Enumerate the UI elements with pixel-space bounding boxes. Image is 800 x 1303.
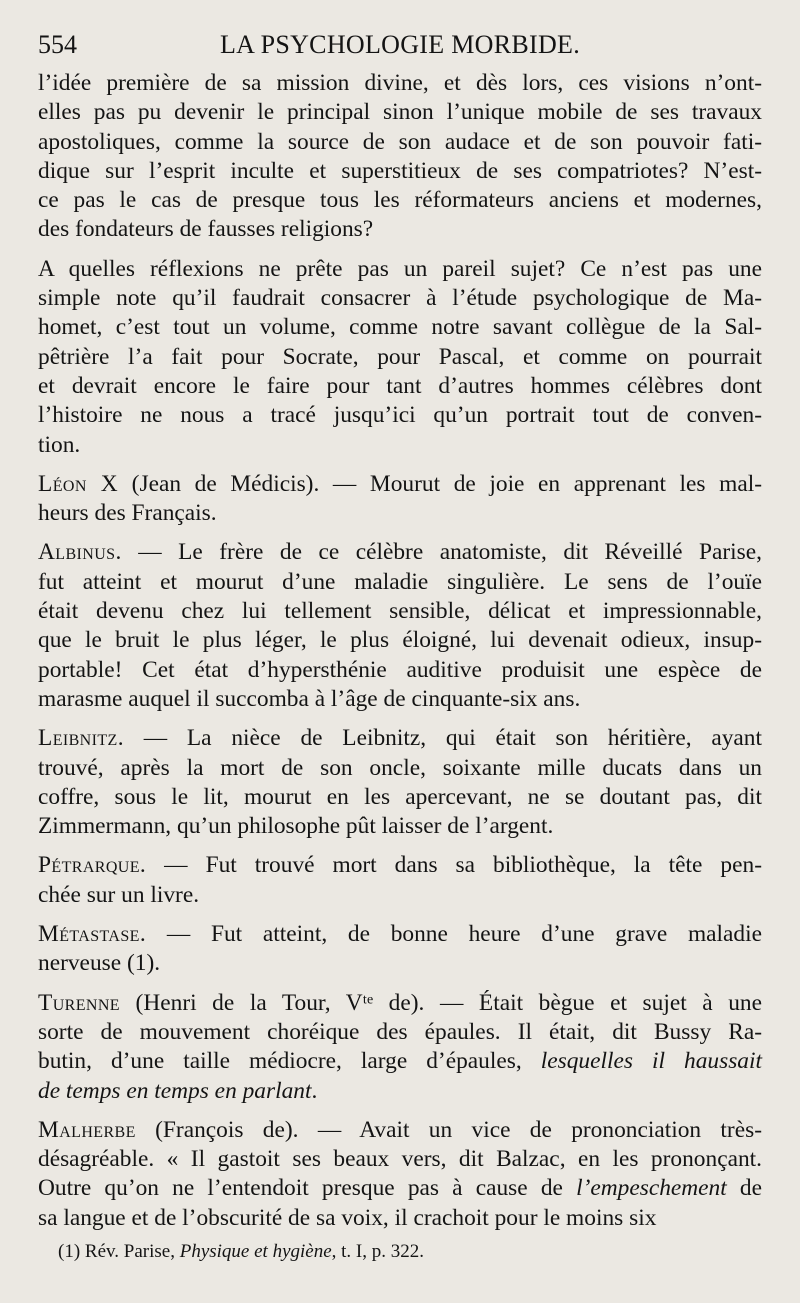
text-line bbox=[38, 881, 762, 910]
paragraph bbox=[38, 470, 762, 529]
text-line bbox=[38, 1047, 762, 1076]
text-line bbox=[38, 754, 762, 783]
entry-name: Turenne bbox=[38, 989, 120, 1016]
paragraph bbox=[38, 920, 762, 979]
text-run: homet, c’est tout un volume, comme notre savant collègue de la Sal- bbox=[38, 314, 762, 341]
text-run: chée sur un livre. bbox=[38, 881, 200, 908]
paragraph-gap bbox=[38, 714, 762, 724]
footnote bbox=[58, 1240, 738, 1264]
text-line bbox=[38, 1174, 762, 1203]
text-line bbox=[38, 1204, 762, 1233]
italic-text: lesquelles il haussait bbox=[540, 1048, 762, 1075]
text-run: — Le frère de ce célèbre anatomiste, dit Réveillé Parise, bbox=[121, 539, 762, 566]
text-run: apostoliques, comme la source de son audace et de son pouvoir fati- bbox=[38, 128, 762, 155]
text-run: (Jean de Médicis). — Mourut de joie en apprenant les mal- bbox=[118, 470, 762, 497]
text-run: était devenu chez lui tellement sensible, délicat et impressionnable, bbox=[38, 598, 762, 625]
text-line bbox=[38, 538, 762, 567]
text-line bbox=[38, 1116, 762, 1145]
text-line bbox=[38, 215, 762, 244]
text-run: Outre qu’on ne l’entendoit presque pas à cause de bbox=[38, 1175, 577, 1202]
text-line bbox=[38, 656, 762, 685]
text-run: (Henri de la Tour, Vᵗᵉ de). — Était bègue et sujet à une bbox=[119, 989, 762, 1016]
text-run: fut atteint et mourut d’une maladie singulière. Le sens de l’ouïe bbox=[38, 568, 762, 595]
text-line bbox=[38, 851, 762, 880]
text-line bbox=[38, 568, 762, 597]
text-run: dique sur l’esprit inculte et superstitieux de ses compatriotes? N’est- bbox=[38, 157, 762, 184]
italic-text: Physique et hygiène bbox=[179, 1241, 332, 1262]
text-line bbox=[38, 812, 762, 841]
text-line bbox=[38, 313, 762, 342]
text-run: nerveuse (1). bbox=[38, 950, 161, 977]
text-line bbox=[38, 98, 762, 127]
text-line bbox=[38, 343, 762, 372]
text-line bbox=[38, 255, 762, 284]
text-run: désagréable. « Il gastoit ses beaux vers, dit Balzac, en les prononçant. bbox=[38, 1146, 762, 1173]
paragraph bbox=[38, 1116, 762, 1233]
page-header bbox=[38, 28, 762, 62]
text-run: de bbox=[726, 1175, 762, 1202]
text-line bbox=[38, 401, 762, 430]
text-line bbox=[38, 783, 762, 812]
text-line bbox=[38, 1145, 762, 1174]
text-run: l’idée première de sa mission divine, et dès lors, ces visions n’ont- bbox=[38, 70, 762, 96]
text-run: sorte de mouvement choréique des épaules. Il était, dit Bussy Ra- bbox=[38, 1018, 762, 1045]
text-run: — La nièce de Leibnitz, qui était son héritière, ayant bbox=[123, 725, 762, 752]
paragraph bbox=[38, 69, 762, 245]
text-run: elles pas pu devenir le principal sinon l’unique mobile de ses travaux bbox=[38, 99, 762, 126]
text-run: Zimmermann, qu’un philosophe pût laisser de l’argent. bbox=[38, 813, 554, 840]
paragraph-gap bbox=[38, 460, 762, 470]
paragraph bbox=[38, 538, 762, 714]
text-run: pêtrière l’a fait pour Socrate, pour Pascal, et comme on pourrait bbox=[38, 343, 762, 370]
text-run: marasme auquel il succomba à l’âge de cinquante-six ans. bbox=[38, 685, 581, 712]
text-line bbox=[38, 186, 762, 215]
paragraph-gap bbox=[38, 245, 762, 255]
text-run: heurs des Français. bbox=[38, 500, 217, 527]
text-run: , t. I, p. 322. bbox=[331, 1241, 425, 1262]
text-line bbox=[38, 989, 762, 1018]
text-line bbox=[38, 597, 762, 626]
text-run: des fondateurs de fausses religions? bbox=[38, 216, 374, 243]
paragraph-gap bbox=[38, 1106, 762, 1116]
text-run: coffre, sous le lit, mourut en les apercevant, ne se doutant pas, dit bbox=[38, 783, 762, 810]
text-run: trouvé, après la mort de son oncle, soixante mille ducats dans un bbox=[38, 754, 762, 781]
paragraph-gap bbox=[38, 841, 762, 851]
entry-name: Pétrarque. bbox=[38, 852, 147, 879]
entry-name: Malherbe bbox=[38, 1116, 136, 1143]
text-line bbox=[38, 284, 762, 313]
text-line bbox=[38, 69, 762, 98]
text-run: butin, d’une taille médiocre, large d’épaules, bbox=[38, 1048, 541, 1075]
entry-name: Albinus. bbox=[38, 539, 122, 566]
running-title: LA PSYCHOLOGIE MORBIDE. bbox=[219, 30, 581, 59]
paragraph-gap bbox=[38, 528, 762, 538]
text-line bbox=[38, 685, 762, 714]
text-line bbox=[38, 1077, 762, 1106]
text-run: (1) Rév. Parise, bbox=[58, 1241, 180, 1262]
text-run: tion. bbox=[38, 431, 81, 458]
text-line bbox=[38, 1018, 762, 1047]
text-run: sa langue et de l’obscurité de sa voix, il crachoit pour le moins six bbox=[38, 1204, 657, 1231]
paragraph bbox=[38, 255, 762, 460]
text-run: (François de). — Avait un vice de prononciation très- bbox=[135, 1116, 762, 1143]
text-run: A quelles réflexions ne prête pas un pareil sujet? Ce n’est pas une bbox=[38, 255, 762, 282]
text-run: et devrait encore le faire pour tant d’autres hommes célèbres dont bbox=[38, 372, 762, 399]
paragraph-gap bbox=[38, 910, 762, 920]
text-line bbox=[38, 724, 762, 753]
text-line bbox=[38, 431, 762, 460]
text-line bbox=[38, 949, 762, 978]
text-run: simple note qu’il faudrait consacrer à l’étude psychologique de Ma- bbox=[38, 285, 762, 312]
paragraph bbox=[38, 989, 762, 1106]
text-run: — Fut trouvé mort dans sa bibliothèque, la tête pen- bbox=[146, 852, 762, 879]
text-run: . bbox=[311, 1077, 318, 1104]
body-text bbox=[38, 69, 762, 1233]
text-run: ce pas le cas de presque tous les réformateurs anciens et modernes, bbox=[38, 187, 762, 214]
italic-text: l’empeschement bbox=[576, 1175, 727, 1202]
text-line bbox=[38, 626, 762, 655]
entry-name: Métastase. bbox=[38, 921, 147, 948]
text-line bbox=[38, 372, 762, 401]
text-line bbox=[38, 128, 762, 157]
text-run: portable! Cet état d’hypersthénie auditive produisit une espèce de bbox=[38, 656, 762, 683]
paragraph bbox=[38, 724, 762, 841]
text-line bbox=[38, 920, 762, 949]
text-line bbox=[38, 499, 762, 528]
entry-name: Léon X bbox=[38, 470, 119, 497]
paragraph bbox=[38, 851, 762, 910]
italic-text: de temps en temps en parlant bbox=[38, 1077, 312, 1104]
text-run: — Fut atteint, de bonne heure d’une grave maladie bbox=[146, 921, 762, 948]
page-number: 554 bbox=[38, 30, 77, 59]
entry-name: Leibnitz. bbox=[38, 725, 124, 752]
text-line bbox=[38, 470, 762, 499]
paragraph-gap bbox=[38, 979, 762, 989]
text-run: que le bruit le plus léger, le plus éloigné, lui devenait odieux, insup- bbox=[38, 627, 762, 654]
text-run: l’histoire ne nous a tracé jusqu’ici qu’un portrait tout de conven- bbox=[38, 402, 762, 429]
text-line bbox=[38, 157, 762, 186]
